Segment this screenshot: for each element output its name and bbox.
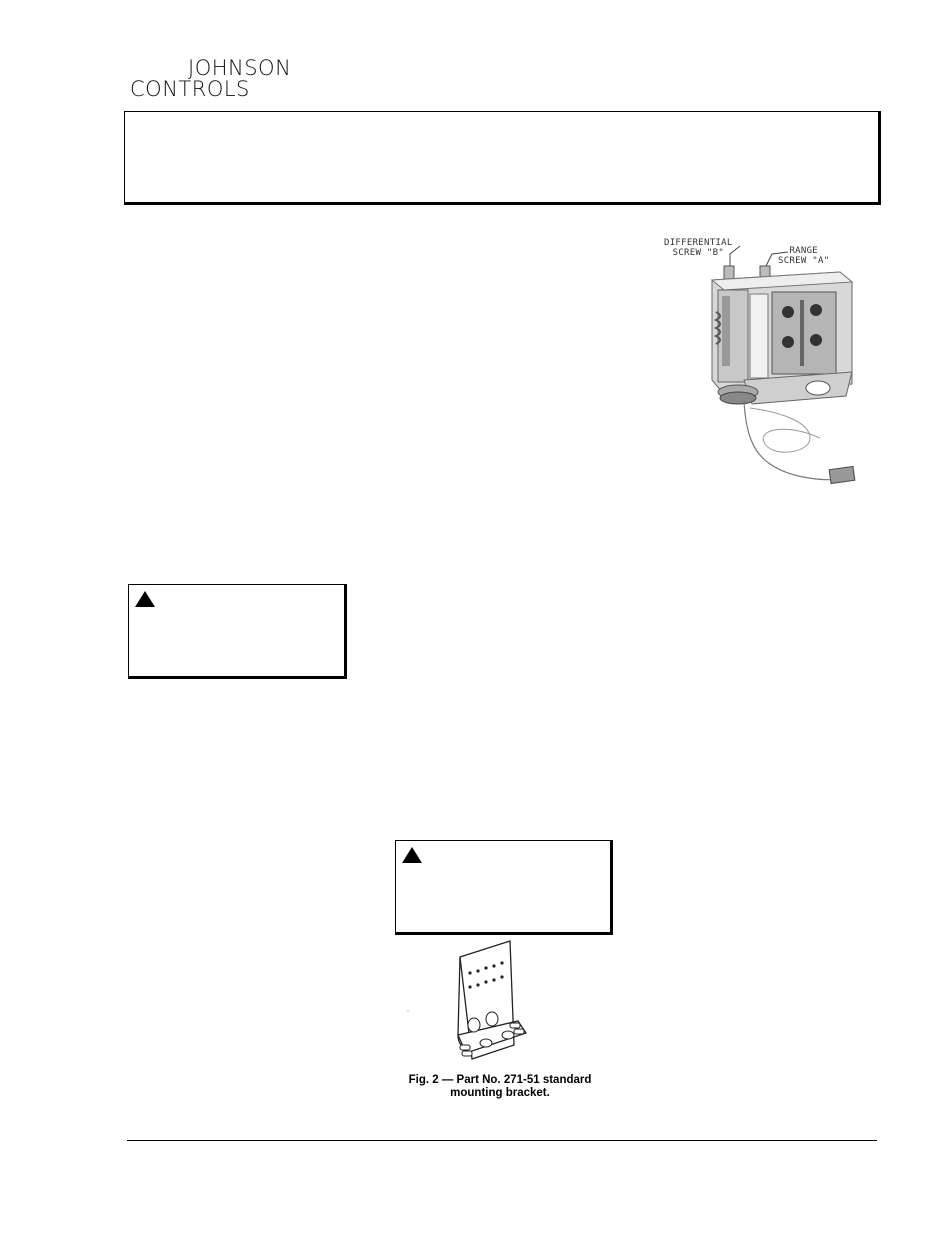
header-box bbox=[124, 111, 881, 205]
logo-line-2: CONTROLS bbox=[130, 77, 250, 101]
footer-rule bbox=[127, 1140, 877, 1141]
caption-line-2: mounting bracket. bbox=[450, 1087, 550, 1099]
logo-line-1: JOHNSON bbox=[188, 56, 292, 80]
figure-2-caption bbox=[360, 1074, 640, 1100]
range-screw-label: RANGE SCREW "A" bbox=[778, 246, 830, 266]
warning-box-2 bbox=[395, 840, 613, 935]
johnson-controls-logo bbox=[130, 54, 320, 102]
pressure-control-drawing bbox=[660, 232, 870, 494]
warning-box-1 bbox=[128, 584, 347, 679]
mounting-bracket-drawing bbox=[400, 935, 530, 1070]
caption-line-1: Fig. 2 — Part No. 271-51 standard bbox=[408, 1074, 592, 1086]
mounting-bracket-figure bbox=[400, 935, 530, 1070]
warning-triangle-icon bbox=[402, 847, 422, 863]
warning-triangle-icon bbox=[135, 591, 155, 607]
differential-screw-label: DIFFERENTIAL SCREW "B" bbox=[664, 238, 733, 258]
product-photo bbox=[660, 232, 870, 494]
